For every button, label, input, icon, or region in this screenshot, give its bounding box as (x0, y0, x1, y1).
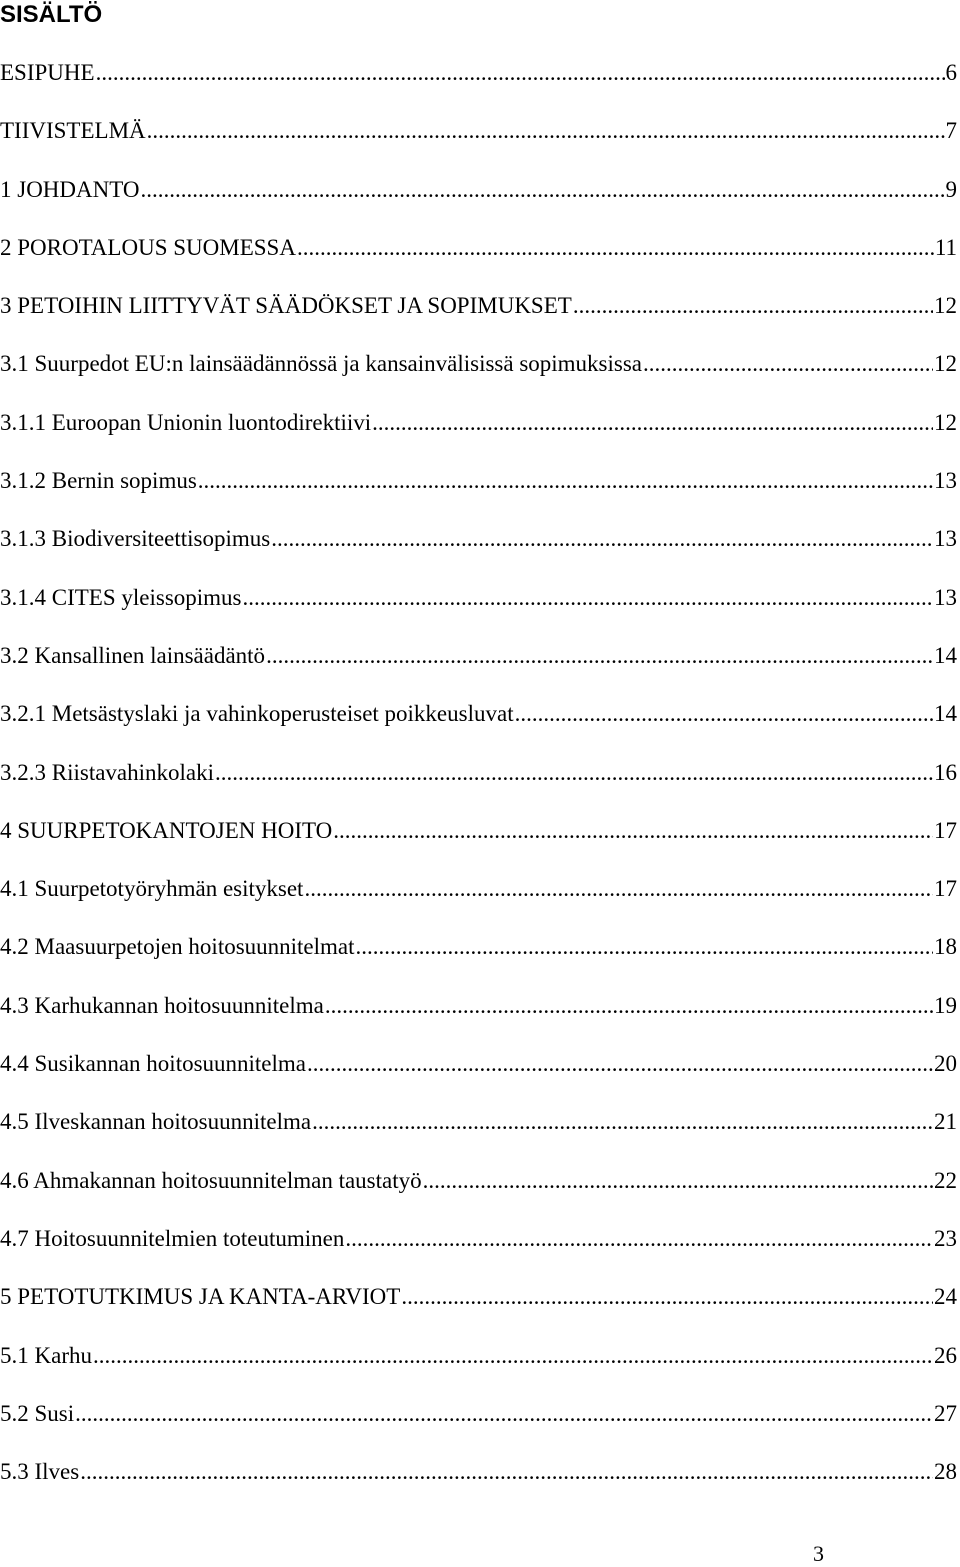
toc-entry-page: 7 (945, 118, 957, 144)
toc-entry[interactable] (0, 1045, 957, 1103)
toc-leader-dots (312, 1103, 933, 1141)
toc-entry-page: 14 (934, 642, 957, 668)
toc-entry[interactable] (0, 579, 957, 637)
toc-leader-dots (198, 462, 933, 500)
toc-entry-title: 4.4 Susikannan hoitosuunnitelma (0, 1051, 307, 1077)
toc-entry[interactable] (0, 404, 957, 462)
toc-entry-page: 22 (934, 1167, 957, 1193)
toc-leader-dots (96, 54, 945, 92)
toc-entry-page: 12 (934, 293, 957, 319)
toc-entry-page: 17 (934, 876, 957, 902)
toc-entry-page: 11 (934, 234, 957, 260)
toc-entry-title: 4.1 Suurpetotyöryhmän esitykset (0, 876, 304, 902)
toc-leader-dots (297, 229, 934, 267)
toc-entry-title: TIIVISTELMÄ (0, 118, 146, 144)
toc-leader-dots (304, 870, 933, 908)
toc-entry-page: 27 (934, 1400, 957, 1426)
toc-leader-dots (515, 695, 933, 733)
toc-entry-title: 3.1.1 Euroopan Unionin luontodirektiivi (0, 409, 372, 435)
toc-leader-dots (141, 171, 945, 209)
toc-entry[interactable] (0, 112, 957, 170)
toc-leader-dots (573, 287, 933, 325)
toc-entry[interactable] (0, 695, 957, 753)
toc-entry[interactable] (0, 1453, 957, 1511)
toc-leader-dots (356, 928, 933, 966)
toc-leader-dots (325, 987, 933, 1025)
toc-entry-page: 24 (934, 1284, 957, 1310)
toc-entry-title: 3 PETOIHIN LIITTYVÄT SÄÄDÖKSET JA SOPIMUKSET (0, 293, 572, 319)
toc-entry-page: 12 (934, 351, 957, 377)
toc-entry[interactable] (0, 54, 957, 112)
toc-entry-page: 28 (934, 1459, 957, 1485)
toc-entry-page: 19 (934, 992, 957, 1018)
toc-entry[interactable] (0, 345, 957, 403)
toc-entry[interactable] (0, 1220, 957, 1278)
toc-leader-dots (307, 1045, 933, 1083)
toc-entry[interactable] (0, 287, 957, 345)
toc-entry-title: 4.3 Karhukannan hoitosuunnitelma (0, 992, 324, 1018)
toc-entry-page: 12 (934, 409, 957, 435)
toc-entry-title: 4.2 Maasuurpetojen hoitosuunnitelmat (0, 934, 355, 960)
toc-entry[interactable] (0, 1337, 957, 1395)
toc-entry-title: 3.1.3 Biodiversiteettisopimus (0, 526, 271, 552)
toc-entry[interactable] (0, 870, 957, 928)
toc-leader-dots (75, 1395, 933, 1433)
toc-leader-dots (215, 754, 933, 792)
toc-entry-title: 5.3 Ilves (0, 1459, 80, 1485)
toc-entry-page: 23 (934, 1225, 957, 1251)
toc-entry-title: 3.2 Kansallinen lainsäädäntö (0, 642, 266, 668)
toc-entry[interactable] (0, 812, 957, 870)
toc-entry[interactable] (0, 1278, 957, 1336)
toc-leader-dots (266, 637, 933, 675)
toc-heading: SISÄLTÖ (0, 1, 103, 28)
toc-entry-title: 4 SUURPETOKANTOJEN HOITO (0, 817, 333, 843)
toc-entry-page: 14 (934, 701, 957, 727)
toc-entry-title: 5.2 Susi (0, 1400, 75, 1426)
toc-entry-title: 3.2.3 Riistavahinkolaki (0, 759, 215, 785)
toc-leader-dots (643, 345, 933, 383)
toc-leader-dots (80, 1453, 933, 1491)
toc-entry-title: 5 PETOTUTKIMUS JA KANTA-ARVIOT (0, 1284, 401, 1310)
toc-entry-title: 1 JOHDANTO (0, 176, 140, 202)
toc-entry-title: 3.2.1 Metsästyslaki ja vahinkoperusteiset poikkeusluvat (0, 701, 514, 727)
toc-leader-dots (271, 520, 933, 558)
toc-entry-title: 4.7 Hoitosuunnitelmien toteutuminen (0, 1225, 345, 1251)
toc-entry[interactable] (0, 1103, 957, 1161)
toc-entry-title: 4.5 Ilveskannan hoitosuunnitelma (0, 1109, 312, 1135)
toc-entry-page: 17 (934, 817, 957, 843)
toc-entry[interactable] (0, 637, 957, 695)
toc-leader-dots (401, 1278, 933, 1316)
toc-entry[interactable] (0, 171, 957, 229)
toc-entry-title: 3.1 Suurpedot EU:n lainsäädännössä ja kansainvälisissä sopimuksissa (0, 351, 643, 377)
toc-leader-dots (333, 812, 933, 850)
toc-entry-page: 18 (934, 934, 957, 960)
toc-entry-title: 2 POROTALOUS SUOMESSA (0, 234, 296, 260)
toc-entry[interactable] (0, 1162, 957, 1220)
toc-leader-dots (372, 404, 933, 442)
toc-entry-page: 9 (945, 176, 957, 202)
toc-entry[interactable] (0, 462, 957, 520)
page-number: 3 (813, 1541, 824, 1566)
toc-entry-page: 6 (945, 60, 957, 85)
toc-leader-dots (93, 1337, 933, 1375)
toc-leader-dots (345, 1220, 933, 1258)
toc-entry[interactable] (0, 987, 957, 1045)
table-of-contents (0, 54, 957, 1511)
toc-entry-page: 26 (934, 1342, 957, 1368)
toc-entry-title: 3.1.4 CITES yleissopimus (0, 584, 242, 610)
toc-leader-dots (243, 579, 933, 617)
toc-entry[interactable] (0, 754, 957, 812)
toc-entry[interactable] (0, 520, 957, 578)
toc-entry-page: 20 (934, 1051, 957, 1077)
toc-leader-dots (423, 1162, 933, 1200)
toc-entry-page: 13 (934, 526, 957, 552)
toc-leader-dots (147, 112, 945, 150)
toc-entry-title: ESIPUHE (0, 60, 95, 85)
toc-entry[interactable] (0, 1395, 957, 1453)
toc-entry-page: 13 (934, 468, 957, 494)
toc-entry[interactable] (0, 928, 957, 986)
toc-entry-title: 3.1.2 Bernin sopimus (0, 468, 197, 494)
toc-entry-page: 16 (934, 759, 957, 785)
toc-entry-page: 21 (934, 1109, 957, 1135)
toc-entry-title: 4.6 Ahmakannan hoitosuunnitelman taustatyö (0, 1167, 422, 1193)
toc-entry-page: 13 (934, 584, 957, 610)
toc-entry-title: 5.1 Karhu (0, 1342, 92, 1368)
toc-entry[interactable] (0, 229, 957, 287)
